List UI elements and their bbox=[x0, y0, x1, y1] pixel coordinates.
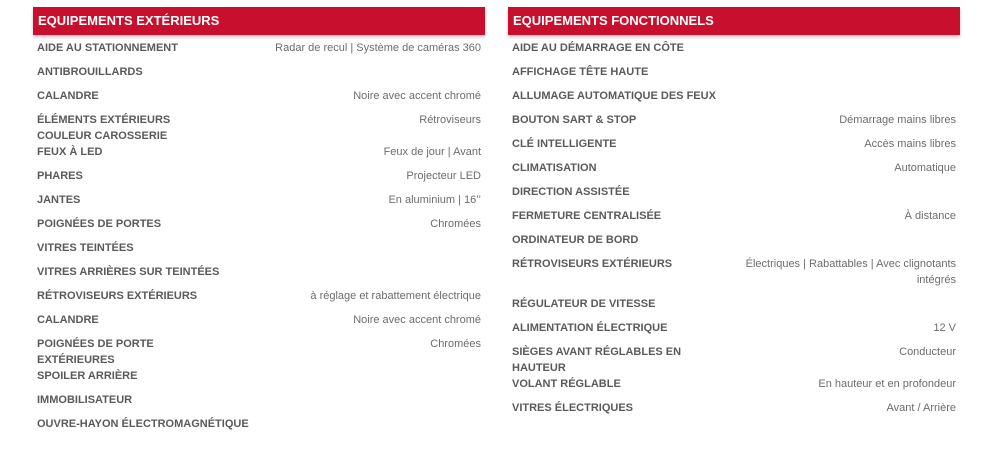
spec-row bbox=[33, 112, 485, 144]
panel-title: EQUIPEMENTS FONCTIONNELS bbox=[508, 7, 960, 35]
spec-label: BOUTON SART & STOP bbox=[512, 114, 637, 126]
spec-row bbox=[508, 184, 960, 208]
spec-label: SPOILER ARRIÈRE bbox=[37, 370, 138, 382]
spec-value: Chromées bbox=[430, 338, 481, 350]
spec-label: RÉTROVISEURS EXTÉRIEURS bbox=[37, 290, 198, 302]
spec-label: ALIMENTATION ÉLECTRIQUE bbox=[512, 322, 668, 334]
spec-value: Radar de recul | Système de caméras 360 bbox=[275, 42, 481, 54]
spec-label: PHARES bbox=[37, 170, 83, 182]
spec-value: à réglage et rabattement électrique bbox=[310, 290, 481, 302]
spec-value: Noire avec accent chromé bbox=[353, 90, 481, 102]
spec-label: FERMETURE CENTRALISÉE bbox=[512, 210, 662, 222]
spec-value: 12 V bbox=[933, 322, 956, 334]
spec-label: CLÉ INTELLIGENTE bbox=[512, 138, 617, 150]
spec-label: VOLANT RÉGLABLE bbox=[512, 378, 621, 390]
spec-row bbox=[33, 240, 485, 264]
spec-row bbox=[508, 296, 960, 320]
spec-label: FEUX À LED bbox=[37, 146, 103, 158]
spec-label: POIGNÉES DE PORTE EXTÉRIEURES bbox=[37, 338, 154, 366]
spec-row bbox=[33, 368, 485, 392]
spec-row bbox=[33, 336, 485, 368]
spec-label: VITRES ÉLECTRIQUES bbox=[512, 402, 634, 414]
spec-value: Chromées bbox=[430, 218, 481, 230]
spec-row bbox=[508, 376, 960, 400]
spec-row bbox=[508, 256, 960, 296]
spec-row bbox=[508, 160, 960, 184]
spec-label: CLIMATISATION bbox=[512, 162, 597, 174]
spec-row bbox=[33, 40, 485, 64]
spec-row bbox=[33, 264, 485, 288]
spec-label: ANTIBROUILLARDS bbox=[37, 66, 143, 78]
spec-row bbox=[33, 392, 485, 416]
spec-row bbox=[508, 40, 960, 64]
spec-label: RÉTROVISEURS EXTÉRIEURS bbox=[512, 258, 673, 270]
spec-row bbox=[33, 192, 485, 216]
spec-label: CALANDRE bbox=[37, 314, 99, 326]
spec-value: À distance bbox=[904, 210, 956, 222]
spec-row bbox=[508, 64, 960, 88]
spec-value: En aluminium | 16’’ bbox=[388, 194, 481, 206]
spec-value: Rétroviseurs bbox=[419, 114, 481, 126]
spec-value: Noire avec accent chromé bbox=[353, 314, 481, 326]
spec-value: Accès mains libres bbox=[864, 138, 956, 150]
spec-label: RÉGULATEUR DE VITESSE bbox=[512, 298, 656, 310]
spec-row bbox=[33, 88, 485, 112]
spec-list bbox=[508, 40, 960, 424]
spec-row bbox=[33, 64, 485, 88]
spec-value: Avant / Arrière bbox=[886, 402, 956, 414]
spec-value: Feux de jour | Avant bbox=[383, 146, 481, 158]
spec-label: AIDE AU DÉMARRAGE EN CÔTE bbox=[512, 42, 684, 54]
spec-row bbox=[508, 88, 960, 112]
spec-label: OUVRE-HAYON ÉLECTROMAGNÉTIQUE bbox=[37, 418, 249, 430]
spec-list bbox=[33, 40, 485, 440]
spec-row bbox=[33, 144, 485, 168]
spec-label: AIDE AU STATIONNEMENT bbox=[37, 42, 178, 54]
panel-exterior-equipment bbox=[33, 7, 485, 440]
spec-row bbox=[508, 400, 960, 424]
spec-row bbox=[508, 112, 960, 136]
spec-value: Automatique bbox=[894, 162, 956, 174]
spec-label: ORDINATEUR DE BORD bbox=[512, 234, 639, 246]
spec-row bbox=[508, 208, 960, 232]
spec-row bbox=[508, 136, 960, 160]
spec-label: AFFICHAGE TÊTE HAUTE bbox=[512, 66, 649, 78]
spec-row bbox=[33, 416, 485, 440]
spec-value: Conducteur bbox=[899, 346, 956, 358]
spec-label: POIGNÉES DE PORTES bbox=[37, 218, 162, 230]
spec-label: VITRES ARRIÈRES SUR TEINTÉES bbox=[37, 266, 220, 278]
spec-value: En hauteur et en profondeur bbox=[818, 378, 956, 390]
spec-value: Démarrage mains libres bbox=[839, 114, 956, 126]
spec-value: Électriques | Rabattables | Avec clignotants intégrés bbox=[745, 258, 956, 286]
panel-functional-equipment bbox=[508, 7, 960, 424]
spec-row bbox=[33, 216, 485, 240]
spec-row bbox=[508, 344, 960, 376]
spec-label: JANTES bbox=[37, 194, 81, 206]
spec-label: SIÈGES AVANT RÉGLABLES EN HAUTEUR bbox=[512, 346, 682, 374]
spec-label: ÉLÉMENTS EXTÉRIEURS COULEUR CAROSSERIE bbox=[37, 114, 171, 142]
spec-value: Projecteur LED bbox=[406, 170, 481, 182]
spec-row bbox=[508, 320, 960, 344]
spec-label: IMMOBILISATEUR bbox=[37, 394, 133, 406]
spec-row bbox=[33, 312, 485, 336]
panel-title: EQUIPEMENTS EXTÉRIEURS bbox=[33, 7, 485, 35]
spec-row bbox=[508, 232, 960, 256]
spec-label: ALLUMAGE AUTOMATIQUE DES FEUX bbox=[512, 90, 716, 102]
spec-label: DIRECTION ASSISTÉE bbox=[512, 186, 630, 198]
spec-row bbox=[33, 168, 485, 192]
spec-label: CALANDRE bbox=[37, 90, 99, 102]
spec-row bbox=[33, 288, 485, 312]
spec-label: VITRES TEINTÉES bbox=[37, 242, 134, 254]
